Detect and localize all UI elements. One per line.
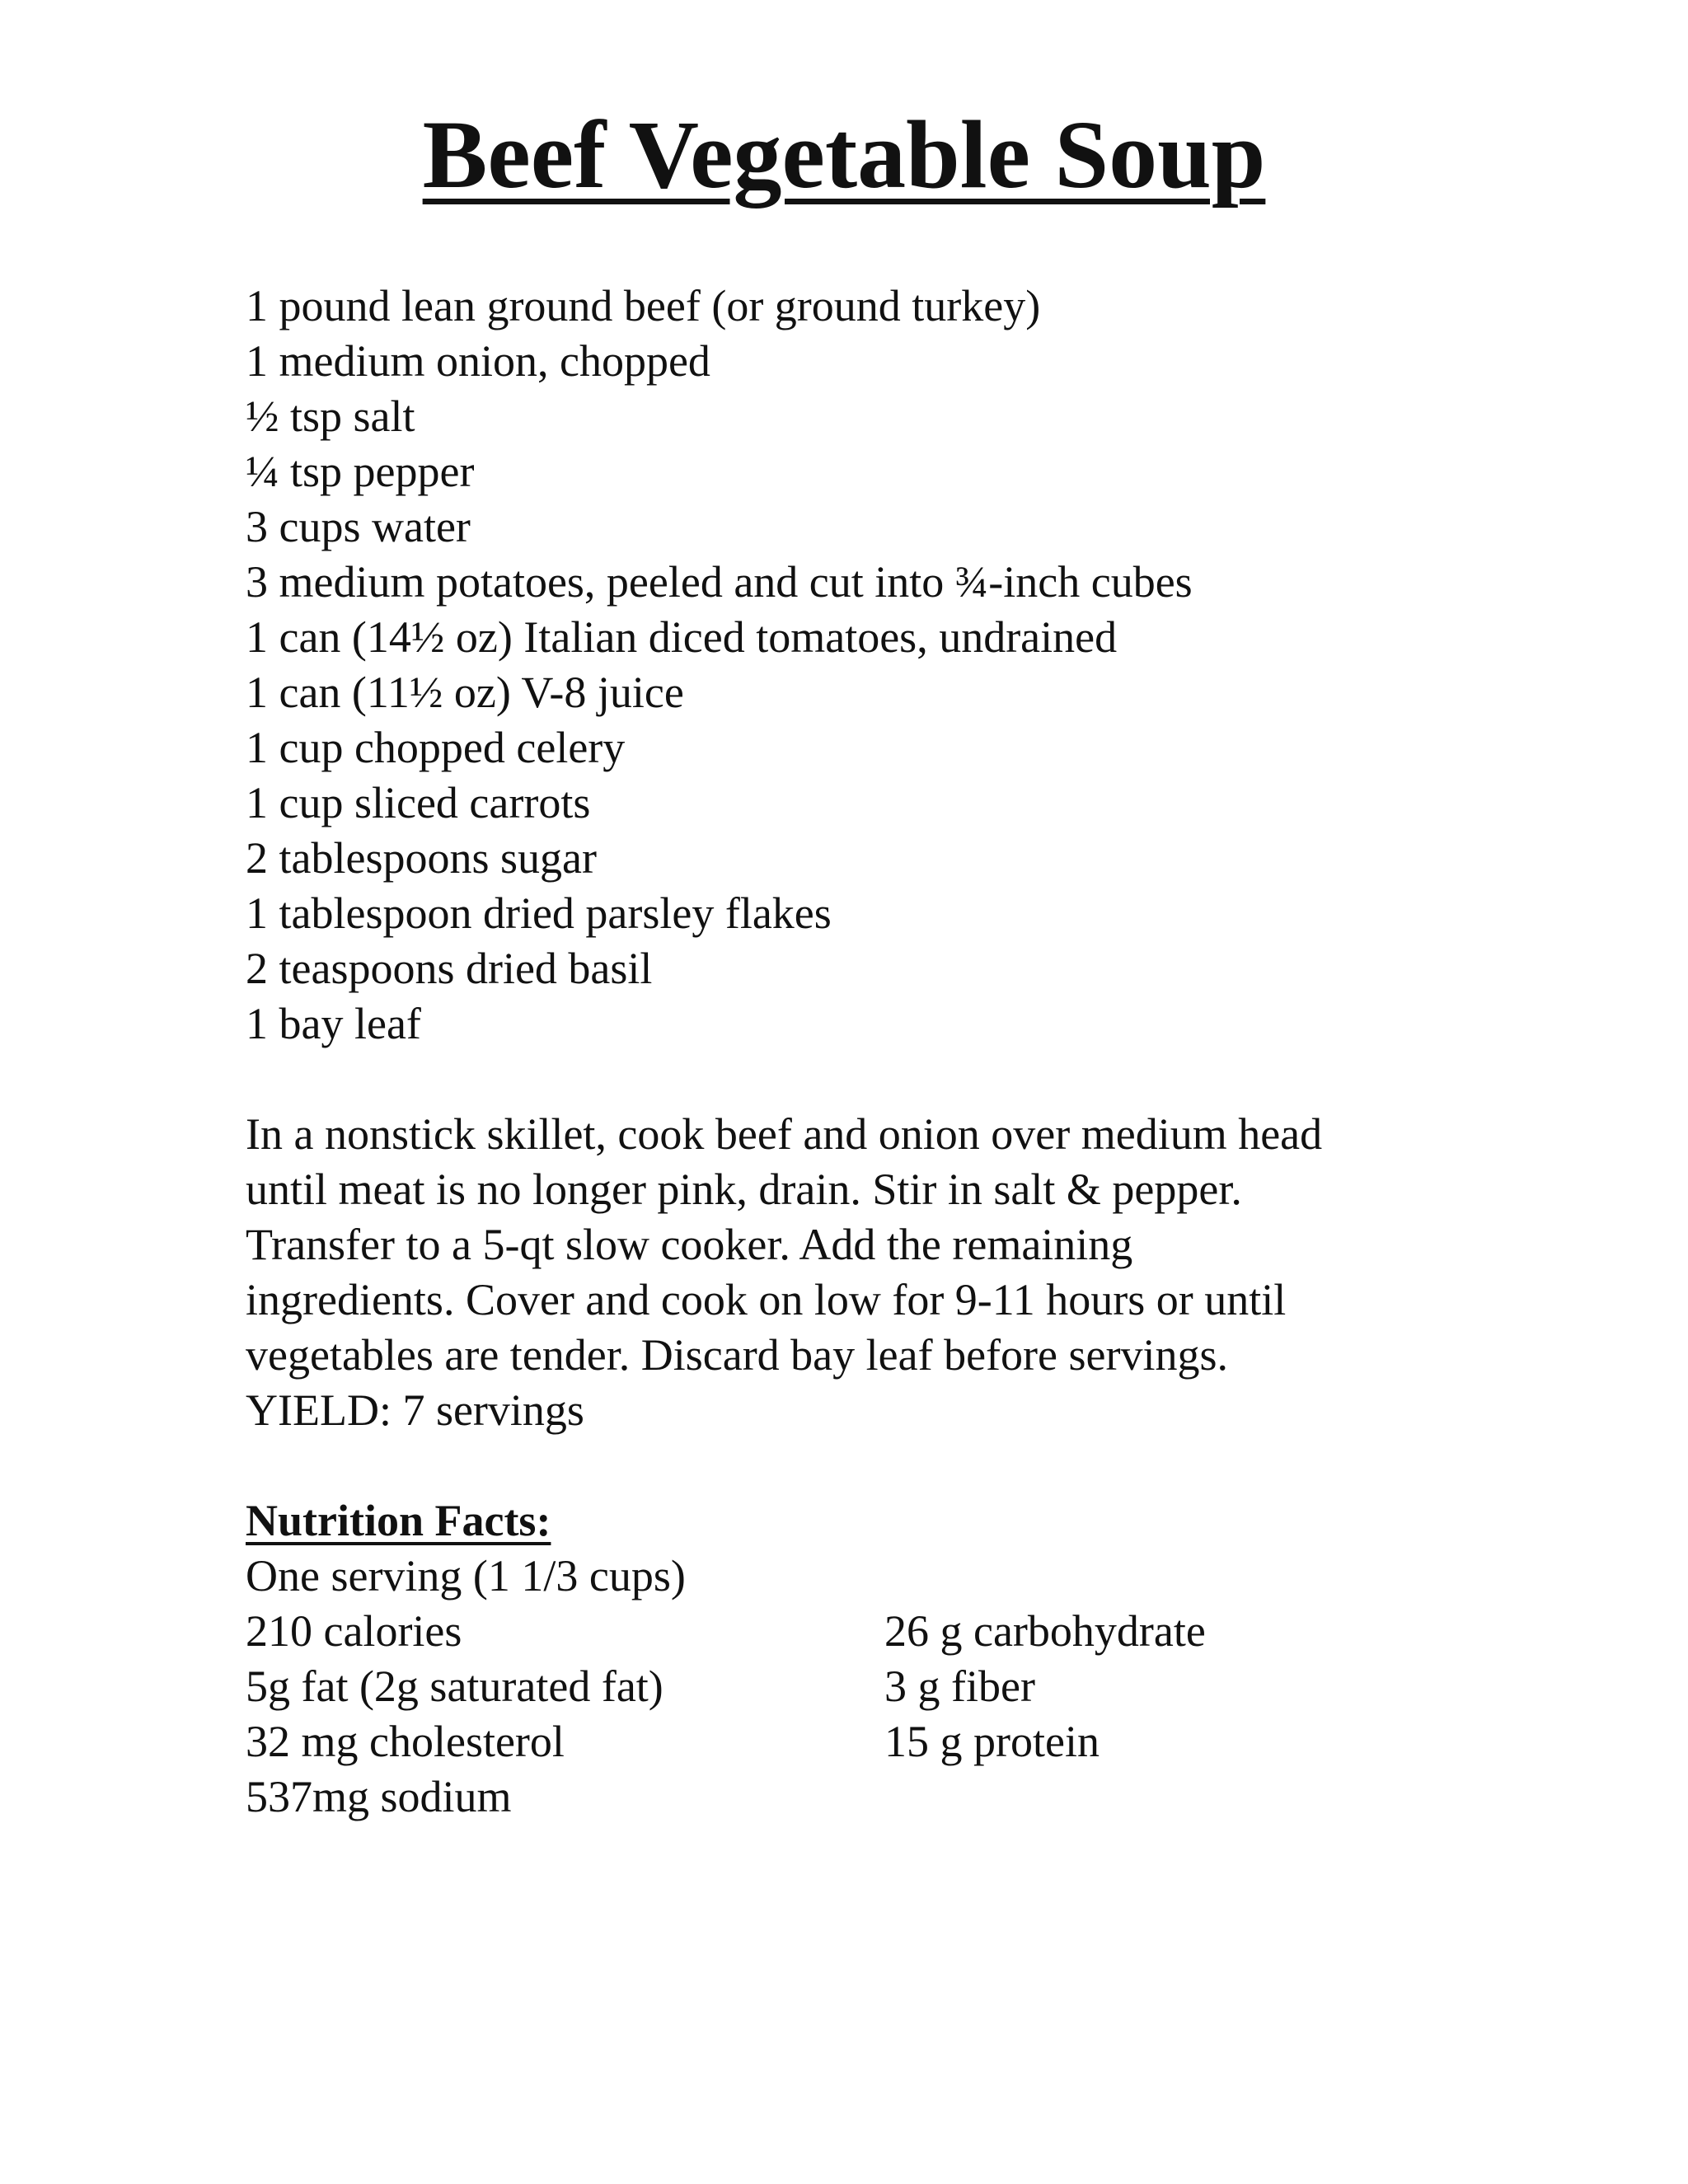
recipe-title: Beef Vegetable Soup <box>422 101 1266 209</box>
nutrition-row <box>246 1714 1482 1769</box>
ingredient-item: ½ tsp salt <box>246 391 415 441</box>
nutrition-facts-grid <box>246 1604 1482 1825</box>
ingredient-item: 1 cup sliced carrots <box>246 778 591 827</box>
ingredient-item: 1 tablespoon dried parsley flakes <box>246 888 832 938</box>
serving-size: One serving (1 1/3 cups) <box>246 1551 686 1601</box>
ingredient-list <box>246 279 1482 1052</box>
nutrition-fact <box>884 1769 1461 1825</box>
ingredient-item: 1 can (11½ oz) V-8 juice <box>246 668 684 717</box>
ingredient-item: 1 pound lean ground beef (or ground turkey) <box>246 281 1041 330</box>
nutrition-row <box>246 1769 1482 1825</box>
ingredient-item: 3 medium potatoes, peeled and cut into ¾-inch cubes <box>246 557 1193 607</box>
ingredient-item: 2 teaspoons dried basil <box>246 944 653 993</box>
nutrition-row <box>246 1659 1482 1714</box>
nutrition-fact: 210 calories <box>246 1606 462 1656</box>
nutrition-row <box>246 1604 1482 1659</box>
instruction-line: In a nonstick skillet, cook beef and onion over medium head <box>246 1109 1323 1159</box>
ingredient-item: 2 tablespoons sugar <box>246 833 597 883</box>
ingredient-item: 1 bay leaf <box>246 999 421 1048</box>
yield-line: YIELD: 7 servings <box>246 1385 584 1435</box>
nutrition-fact: 3 g fiber <box>884 1661 1035 1711</box>
nutrition-fact: 5g fat (2g saturated fat) <box>246 1661 663 1711</box>
ingredient-item: 1 medium onion, chopped <box>246 336 710 386</box>
instructions-block <box>246 1107 1449 1438</box>
nutrition-fact: 15 g protein <box>884 1717 1100 1766</box>
ingredient-item: 1 cup chopped celery <box>246 723 626 772</box>
nutrition-fact: 537mg sodium <box>246 1772 512 1821</box>
nutrition-fact: 26 g carbohydrate <box>884 1606 1206 1656</box>
instruction-line: until meat is no longer pink, drain. Stir in salt & pepper. <box>246 1165 1242 1214</box>
ingredient-item: ¼ tsp pepper <box>246 447 475 496</box>
instruction-line: vegetables are tender. Discard bay leaf before servings. <box>246 1330 1228 1380</box>
recipe-content <box>246 279 1482 1825</box>
instruction-line: ingredients. Cover and cook on low for 9-11 hours or until <box>246 1275 1287 1324</box>
ingredient-item: 1 can (14½ oz) Italian diced tomatoes, undrained <box>246 612 1118 662</box>
nutrition-fact: 32 mg cholesterol <box>246 1717 565 1766</box>
instruction-line: Transfer to a 5-qt slow cooker. Add the remaining <box>246 1220 1133 1269</box>
ingredient-item: 3 cups water <box>246 502 471 551</box>
nutrition-heading: Nutrition Facts: <box>246 1496 551 1545</box>
